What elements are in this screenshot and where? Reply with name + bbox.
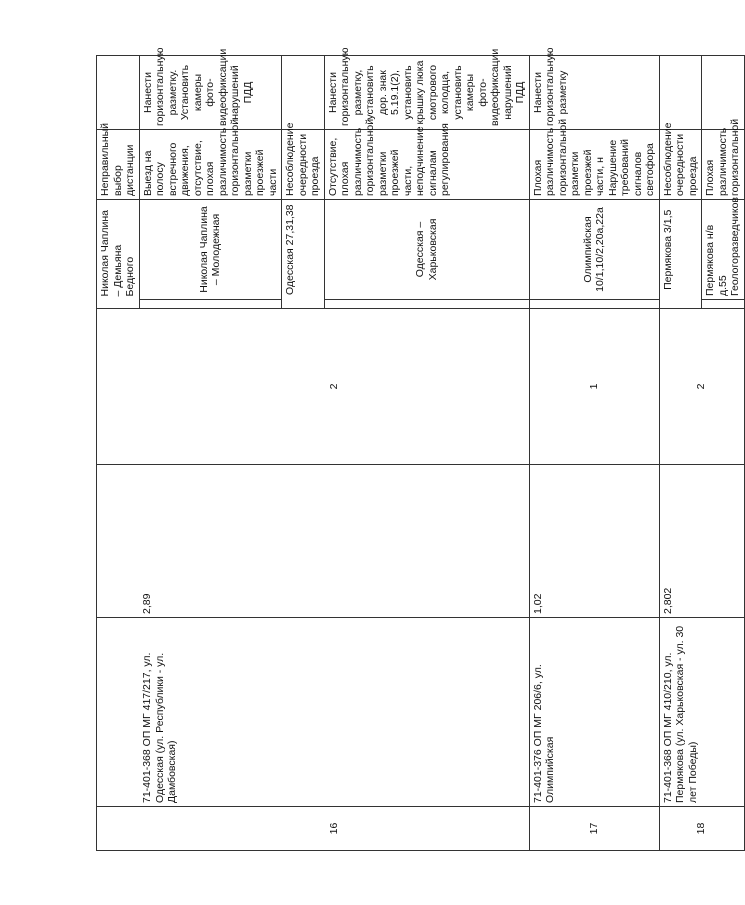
count-cell: 2 bbox=[139, 309, 529, 465]
measures-cell bbox=[659, 56, 702, 130]
reason-cell: Неправильный выбор дистанции bbox=[97, 130, 140, 200]
reason-cell: Отсутствие, плохая различимость горизонтальной разметки проезжей части, неподчинение сигналам регулирования bbox=[324, 130, 529, 200]
road-cell: 71-401-368 ОП МГ 410/210, ул. Пермякова (ул. Харьковская - ул. 30 лет Победы) bbox=[659, 618, 744, 807]
measures-cell: Нанести горизонтальную разметку, установить дор. знак 5.19.1(2), установить крышку люка смотрового колодца, установить камеры фото-видеофиксации нарушений ПДД bbox=[324, 56, 529, 130]
road-cell: 71-401-368 ОП МГ 417/217, ул. Одесская (ул. Республики - ул. Дамбовская) bbox=[139, 618, 529, 807]
incident-table bbox=[96, 47, 745, 851]
reason-cell: Плохая различимость горизонтальной разметки проезжей части, н Нарушение требований сигналов светофора bbox=[529, 130, 659, 200]
reason-cell: Выезд на полосу встречного движения, отсутствие, плохая различимость горизонтальной разметки проезжей части bbox=[139, 130, 282, 200]
reason-cell: Несоблюдение очередности проезда bbox=[282, 130, 325, 200]
table-row bbox=[529, 56, 659, 851]
row-number: 16 bbox=[139, 807, 529, 851]
reason-cell: Плохая различимость горизонтальной bbox=[702, 130, 745, 200]
table-row bbox=[139, 56, 282, 851]
length-cell: 1,02 bbox=[529, 465, 659, 618]
row-number: 18 bbox=[659, 807, 744, 851]
street-cell: Николая Чаплина – Молодежная bbox=[139, 200, 282, 300]
length-cell: 2,802 bbox=[659, 465, 744, 618]
street-cell: Олимпийская 10/1,10/2,20а,22а bbox=[529, 200, 659, 300]
count-cell: 1 bbox=[529, 309, 659, 465]
measures-cell bbox=[282, 56, 325, 130]
length-cell: 2,89 bbox=[139, 465, 529, 618]
measures-cell: Нанести горизонтальную разметку. Установить камеры фото-видеофиксации нарушений ПДД bbox=[139, 56, 282, 130]
street-cell: Пермякова н/в д.55 Геологоразведчиков bbox=[702, 200, 745, 300]
table-row bbox=[97, 56, 140, 851]
street-cell: Николая Чаплина – Демьяна Бедного bbox=[97, 200, 140, 300]
street-cell: Одесская – Харьковская bbox=[324, 200, 529, 300]
measures-cell: Нанести горизонтальную разметку bbox=[529, 56, 659, 130]
row-number: 17 bbox=[529, 807, 659, 851]
road-cell: 71-401-376 ОП МГ 206/6, ул. Олимпийская bbox=[529, 618, 659, 807]
reason-cell: Несоблюдение очередности проезда bbox=[659, 130, 702, 200]
table-row bbox=[659, 56, 702, 851]
count-cell: 2 bbox=[659, 309, 744, 465]
street-cell: Пермякова 3/1,5 bbox=[659, 200, 702, 300]
street-cell: Одесская 27,31,38 bbox=[282, 200, 325, 300]
